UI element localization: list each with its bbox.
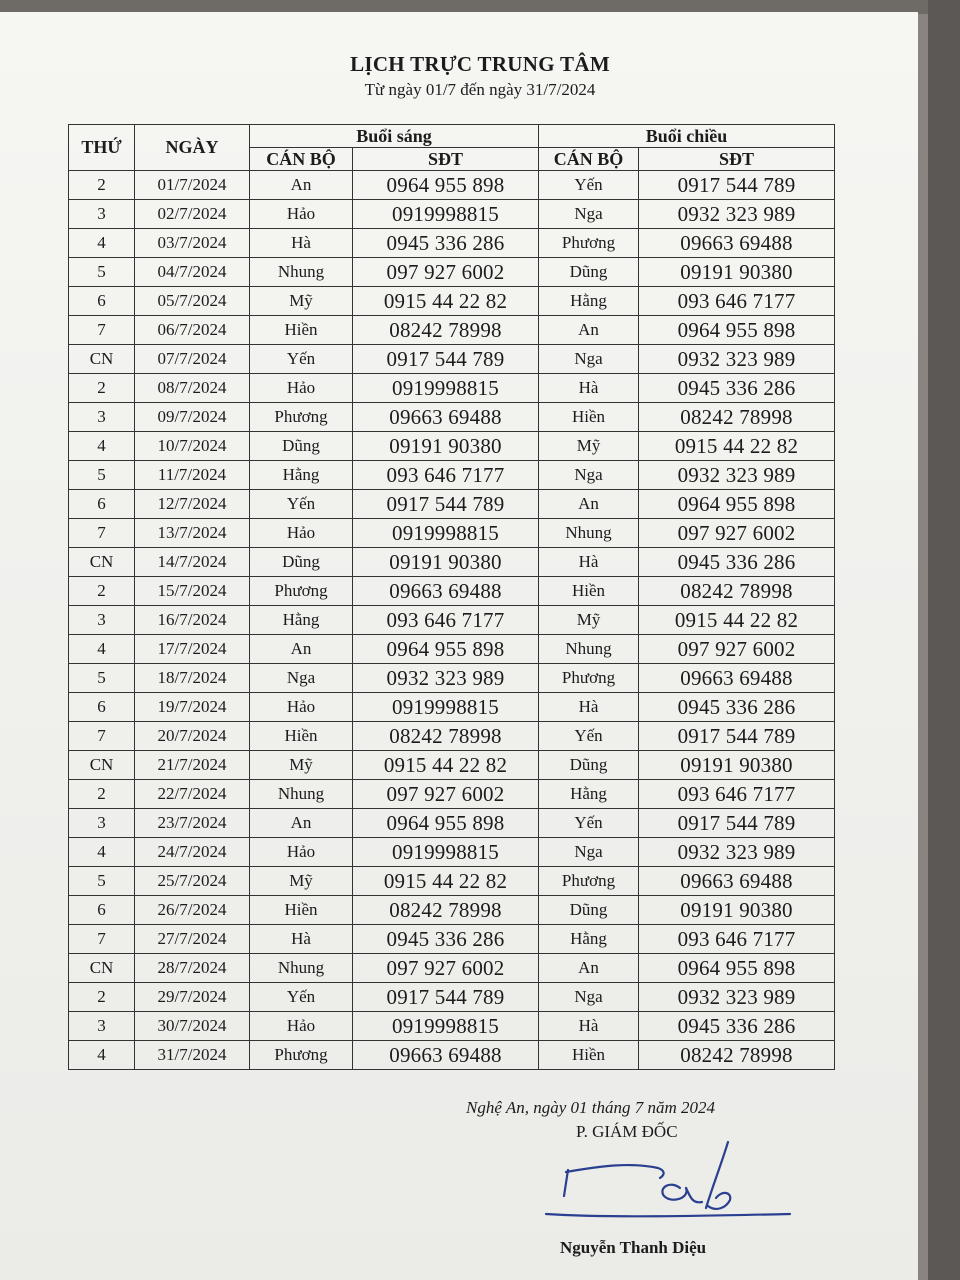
cell-date: 25/7/2024 — [135, 867, 250, 896]
cell-date: 31/7/2024 — [135, 1041, 250, 1070]
cell-afternoon-phone: 0964 955 898 — [639, 954, 835, 983]
cell-afternoon-staff: Nhung — [539, 635, 639, 664]
cell-day-of-week: 7 — [69, 316, 135, 345]
cell-afternoon-staff: Phương — [539, 229, 639, 258]
cell-morning-phone: 09191 90380 — [353, 432, 539, 461]
cell-afternoon-phone: 0917 544 789 — [639, 722, 835, 751]
table-row — [69, 1012, 835, 1041]
table-row — [69, 751, 835, 780]
table-row — [69, 983, 835, 1012]
cell-date: 21/7/2024 — [135, 751, 250, 780]
cell-morning-phone: 0919998815 — [353, 693, 539, 722]
cell-afternoon-staff: Nga — [539, 461, 639, 490]
cell-morning-staff: Hảo — [250, 693, 353, 722]
cell-date: 04/7/2024 — [135, 258, 250, 287]
cell-morning-staff: Hảo — [250, 374, 353, 403]
cell-afternoon-phone: 08242 78998 — [639, 1041, 835, 1070]
cell-day-of-week: 4 — [69, 635, 135, 664]
document-subtitle: Từ ngày 01/7 đến ngày 31/7/2024 — [364, 80, 596, 99]
cell-day-of-week: 7 — [69, 925, 135, 954]
cell-date: 14/7/2024 — [135, 548, 250, 577]
cell-afternoon-staff: Phương — [539, 867, 639, 896]
cell-date: 03/7/2024 — [135, 229, 250, 258]
table-row — [69, 490, 835, 519]
cell-date: 01/7/2024 — [135, 171, 250, 200]
cell-morning-phone: 0964 955 898 — [353, 171, 539, 200]
cell-morning-staff: An — [250, 635, 353, 664]
cell-afternoon-phone: 0932 323 989 — [639, 461, 835, 490]
header-morning-staff: CÁN BỘ — [250, 148, 353, 171]
cell-afternoon-phone: 0932 323 989 — [639, 200, 835, 229]
table-row — [69, 838, 835, 867]
cell-day-of-week: 7 — [69, 722, 135, 751]
cell-afternoon-staff: Yến — [539, 722, 639, 751]
table-row — [69, 606, 835, 635]
cell-morning-phone: 0919998815 — [353, 200, 539, 229]
cell-morning-staff: Hảo — [250, 838, 353, 867]
cell-day-of-week: 6 — [69, 287, 135, 316]
cell-date: 06/7/2024 — [135, 316, 250, 345]
cell-morning-phone: 0919998815 — [353, 1012, 539, 1041]
cell-morning-staff: Mỹ — [250, 751, 353, 780]
cell-morning-phone: 0945 336 286 — [353, 925, 539, 954]
cell-morning-staff: An — [250, 171, 353, 200]
cell-day-of-week: 3 — [69, 606, 135, 635]
cell-morning-staff: Dũng — [250, 432, 353, 461]
table-row — [69, 1041, 835, 1070]
header-thu: THỨ — [69, 125, 135, 171]
cell-afternoon-phone: 093 646 7177 — [639, 287, 835, 316]
signer-name: Nguyễn Thanh Diệu — [560, 1238, 707, 1257]
cell-afternoon-staff: Yến — [539, 809, 639, 838]
cell-day-of-week: 4 — [69, 1041, 135, 1070]
cell-date: 10/7/2024 — [135, 432, 250, 461]
cell-afternoon-phone: 09191 90380 — [639, 896, 835, 925]
cell-afternoon-phone: 0917 544 789 — [639, 809, 835, 838]
cell-date: 26/7/2024 — [135, 896, 250, 925]
cell-afternoon-staff: Hà — [539, 374, 639, 403]
cell-date: 12/7/2024 — [135, 490, 250, 519]
cell-afternoon-phone: 093 646 7177 — [639, 925, 835, 954]
table-row — [69, 693, 835, 722]
cell-afternoon-phone: 0915 44 22 82 — [639, 432, 835, 461]
cell-afternoon-staff: An — [539, 954, 639, 983]
table-row — [69, 229, 835, 258]
cell-afternoon-staff: Dũng — [539, 896, 639, 925]
cell-afternoon-phone: 0917 544 789 — [639, 171, 835, 200]
cell-day-of-week: 3 — [69, 200, 135, 229]
cell-afternoon-staff: Hà — [539, 693, 639, 722]
table-row — [69, 722, 835, 751]
cell-date: 08/7/2024 — [135, 374, 250, 403]
table-row — [69, 867, 835, 896]
cell-morning-staff: Yến — [250, 345, 353, 374]
cell-day-of-week: 5 — [69, 461, 135, 490]
cell-date: 28/7/2024 — [135, 954, 250, 983]
table-row — [69, 809, 835, 838]
cell-afternoon-phone: 0964 955 898 — [639, 316, 835, 345]
cell-date: 30/7/2024 — [135, 1012, 250, 1041]
cell-day-of-week: CN — [69, 345, 135, 374]
cell-day-of-week: 2 — [69, 780, 135, 809]
cell-morning-phone: 08242 78998 — [353, 316, 539, 345]
cell-morning-phone: 09663 69488 — [353, 577, 539, 606]
cell-afternoon-phone: 09191 90380 — [639, 258, 835, 287]
cell-morning-staff: Mỹ — [250, 867, 353, 896]
cell-afternoon-staff: Hằng — [539, 925, 639, 954]
cell-date: 29/7/2024 — [135, 983, 250, 1012]
cell-morning-phone: 093 646 7177 — [353, 461, 539, 490]
cell-day-of-week: 2 — [69, 577, 135, 606]
cell-morning-phone: 0917 544 789 — [353, 490, 539, 519]
director-title: P. GIÁM ĐỐC — [576, 1122, 678, 1141]
cell-afternoon-staff: Dũng — [539, 751, 639, 780]
cell-afternoon-staff: Yến — [539, 171, 639, 200]
cell-morning-phone: 0919998815 — [353, 838, 539, 867]
cell-morning-staff: Hà — [250, 229, 353, 258]
cell-afternoon-staff: Hằng — [539, 780, 639, 809]
cell-date: 22/7/2024 — [135, 780, 250, 809]
cell-morning-phone: 0964 955 898 — [353, 809, 539, 838]
header-afternoon: Buổi chiều — [539, 125, 835, 148]
cell-morning-phone: 09663 69488 — [353, 1041, 539, 1070]
cell-afternoon-phone: 0932 323 989 — [639, 983, 835, 1012]
cell-afternoon-staff: Mỹ — [539, 432, 639, 461]
cell-morning-staff: Nhung — [250, 954, 353, 983]
cell-morning-phone: 0917 544 789 — [353, 983, 539, 1012]
cell-afternoon-staff: Nga — [539, 345, 639, 374]
cell-day-of-week: 2 — [69, 171, 135, 200]
header-afternoon-staff: CÁN BỘ — [539, 148, 639, 171]
signature — [540, 1132, 800, 1232]
cell-morning-phone: 0915 44 22 82 — [353, 751, 539, 780]
cell-morning-staff: Hảo — [250, 200, 353, 229]
table-row — [69, 954, 835, 983]
cell-afternoon-staff: Hiền — [539, 1041, 639, 1070]
cell-afternoon-phone: 0945 336 286 — [639, 548, 835, 577]
cell-date: 02/7/2024 — [135, 200, 250, 229]
cell-afternoon-phone: 09663 69488 — [639, 664, 835, 693]
cell-afternoon-phone: 0915 44 22 82 — [639, 606, 835, 635]
table-row — [69, 780, 835, 809]
cell-day-of-week: 3 — [69, 809, 135, 838]
cell-date: 07/7/2024 — [135, 345, 250, 374]
header-ngay: NGÀY — [135, 125, 250, 171]
cell-morning-phone: 097 927 6002 — [353, 954, 539, 983]
cell-morning-phone: 0915 44 22 82 — [353, 287, 539, 316]
cell-afternoon-phone: 097 927 6002 — [639, 519, 835, 548]
header-morning: Buổi sáng — [250, 125, 539, 148]
cell-day-of-week: 6 — [69, 490, 135, 519]
cell-afternoon-phone: 0945 336 286 — [639, 693, 835, 722]
table-row — [69, 171, 835, 200]
cell-date: 24/7/2024 — [135, 838, 250, 867]
cell-date: 13/7/2024 — [135, 519, 250, 548]
table-row — [69, 374, 835, 403]
cell-morning-staff: An — [250, 809, 353, 838]
place-date: Nghệ An, ngày 01 tháng 7 năm 2024 — [466, 1098, 716, 1117]
cell-morning-staff: Hà — [250, 925, 353, 954]
cell-date: 19/7/2024 — [135, 693, 250, 722]
cell-afternoon-staff: Hiền — [539, 403, 639, 432]
cell-morning-staff: Hảo — [250, 1012, 353, 1041]
table-row — [69, 287, 835, 316]
cell-morning-staff: Hiền — [250, 896, 353, 925]
cell-afternoon-staff: Hà — [539, 1012, 639, 1041]
table-row — [69, 896, 835, 925]
cell-morning-staff: Nhung — [250, 780, 353, 809]
cell-day-of-week: 3 — [69, 1012, 135, 1041]
cell-morning-phone: 0932 323 989 — [353, 664, 539, 693]
cell-morning-staff: Yến — [250, 490, 353, 519]
cell-morning-staff: Nhung — [250, 258, 353, 287]
table-row — [69, 403, 835, 432]
cell-date: 15/7/2024 — [135, 577, 250, 606]
cell-afternoon-staff: Nga — [539, 983, 639, 1012]
cell-morning-phone: 0919998815 — [353, 374, 539, 403]
cell-morning-phone: 0964 955 898 — [353, 635, 539, 664]
cell-afternoon-staff: Hằng — [539, 287, 639, 316]
cell-day-of-week: 5 — [69, 867, 135, 896]
desk-edge — [928, 0, 960, 1280]
cell-morning-staff: Hảo — [250, 519, 353, 548]
header-morning-phone: SĐT — [353, 148, 539, 171]
cell-morning-staff: Hằng — [250, 461, 353, 490]
cell-afternoon-phone: 0932 323 989 — [639, 345, 835, 374]
cell-afternoon-staff: Phương — [539, 664, 639, 693]
table-row — [69, 200, 835, 229]
cell-afternoon-phone: 0964 955 898 — [639, 490, 835, 519]
header-afternoon-phone: SĐT — [639, 148, 835, 171]
table-row — [69, 258, 835, 287]
cell-date: 18/7/2024 — [135, 664, 250, 693]
cell-day-of-week: 5 — [69, 664, 135, 693]
cell-afternoon-phone: 093 646 7177 — [639, 780, 835, 809]
cell-day-of-week: 2 — [69, 374, 135, 403]
table-row — [69, 345, 835, 374]
cell-morning-staff: Phương — [250, 403, 353, 432]
cell-afternoon-staff: An — [539, 490, 639, 519]
cell-date: 09/7/2024 — [135, 403, 250, 432]
cell-afternoon-staff: Hà — [539, 548, 639, 577]
cell-morning-phone: 09663 69488 — [353, 403, 539, 432]
cell-day-of-week: CN — [69, 751, 135, 780]
cell-afternoon-phone: 0945 336 286 — [639, 1012, 835, 1041]
cell-morning-phone: 08242 78998 — [353, 722, 539, 751]
cell-morning-staff: Yến — [250, 983, 353, 1012]
cell-day-of-week: 4 — [69, 229, 135, 258]
table-row — [69, 461, 835, 490]
cell-morning-staff: Hằng — [250, 606, 353, 635]
cell-day-of-week: 3 — [69, 403, 135, 432]
cell-morning-phone: 09191 90380 — [353, 548, 539, 577]
cell-day-of-week: 6 — [69, 896, 135, 925]
cell-date: 05/7/2024 — [135, 287, 250, 316]
cell-morning-phone: 097 927 6002 — [353, 780, 539, 809]
cell-day-of-week: 4 — [69, 432, 135, 461]
table-row — [69, 664, 835, 693]
cell-morning-staff: Phương — [250, 577, 353, 606]
cell-day-of-week: CN — [69, 548, 135, 577]
table-row — [69, 519, 835, 548]
cell-date: 17/7/2024 — [135, 635, 250, 664]
document-title: LỊCH TRỰC TRUNG TÂM — [350, 52, 610, 76]
table-row — [69, 925, 835, 954]
cell-morning-phone: 097 927 6002 — [353, 258, 539, 287]
cell-day-of-week: 4 — [69, 838, 135, 867]
cell-day-of-week: 7 — [69, 519, 135, 548]
cell-morning-phone: 0917 544 789 — [353, 345, 539, 374]
schedule-body — [69, 171, 835, 1070]
table-row — [69, 548, 835, 577]
cell-morning-staff: Dũng — [250, 548, 353, 577]
table-row — [69, 635, 835, 664]
cell-day-of-week: CN — [69, 954, 135, 983]
cell-date: 20/7/2024 — [135, 722, 250, 751]
cell-date: 23/7/2024 — [135, 809, 250, 838]
cell-day-of-week: 5 — [69, 258, 135, 287]
cell-afternoon-staff: Nga — [539, 200, 639, 229]
cell-morning-staff: Mỹ — [250, 287, 353, 316]
cell-afternoon-phone: 09663 69488 — [639, 229, 835, 258]
cell-morning-phone: 093 646 7177 — [353, 606, 539, 635]
cell-morning-staff: Hiền — [250, 722, 353, 751]
cell-morning-phone: 08242 78998 — [353, 896, 539, 925]
table-row — [69, 316, 835, 345]
cell-date: 11/7/2024 — [135, 461, 250, 490]
cell-afternoon-phone: 08242 78998 — [639, 403, 835, 432]
cell-afternoon-staff: Dũng — [539, 258, 639, 287]
cell-day-of-week: 6 — [69, 693, 135, 722]
cell-afternoon-phone: 0945 336 286 — [639, 374, 835, 403]
cell-morning-staff: Phương — [250, 1041, 353, 1070]
cell-afternoon-phone: 09663 69488 — [639, 867, 835, 896]
cell-afternoon-phone: 09191 90380 — [639, 751, 835, 780]
cell-afternoon-staff: Mỹ — [539, 606, 639, 635]
cell-afternoon-staff: Nhung — [539, 519, 639, 548]
cell-afternoon-phone: 097 927 6002 — [639, 635, 835, 664]
cell-morning-staff: Nga — [250, 664, 353, 693]
cell-afternoon-staff: Nga — [539, 838, 639, 867]
schedule-table — [68, 124, 835, 1070]
cell-morning-staff: Hiền — [250, 316, 353, 345]
cell-date: 27/7/2024 — [135, 925, 250, 954]
cell-afternoon-staff: Hiền — [539, 577, 639, 606]
cell-morning-phone: 0919998815 — [353, 519, 539, 548]
table-row — [69, 432, 835, 461]
cell-morning-phone: 0945 336 286 — [353, 229, 539, 258]
table-row — [69, 577, 835, 606]
cell-morning-phone: 0915 44 22 82 — [353, 867, 539, 896]
cell-date: 16/7/2024 — [135, 606, 250, 635]
cell-day-of-week: 2 — [69, 983, 135, 1012]
cell-afternoon-phone: 0932 323 989 — [639, 838, 835, 867]
cell-afternoon-staff: An — [539, 316, 639, 345]
cell-afternoon-phone: 08242 78998 — [639, 577, 835, 606]
